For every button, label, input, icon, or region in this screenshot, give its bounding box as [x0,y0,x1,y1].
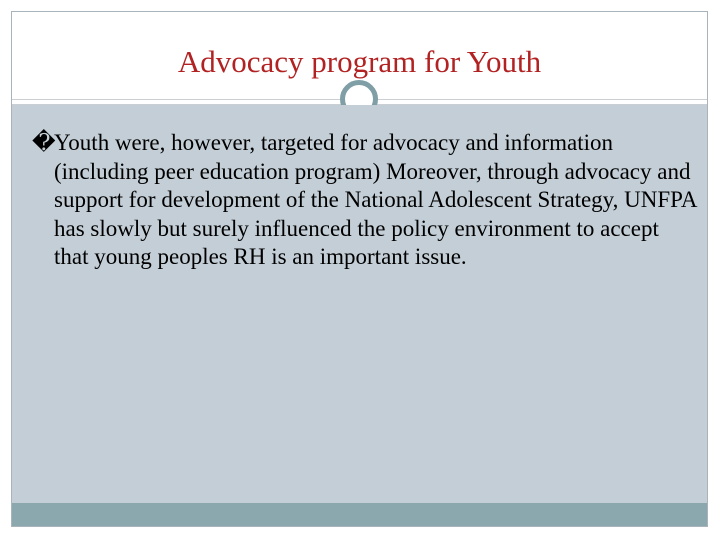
bullet-text: Youth were, however, targeted for advocacy and information (including peer education program) Moreover, through advocacy and support for development of the National Adolescent Strategy, UNFPA has slowly but surely influenced the policy environment to accept that young peoples RH is an important issue. [54,130,697,269]
content-area [12,105,707,503]
bullet-item [32,129,697,272]
footer-accent-bar [12,503,707,526]
slide-title: Advocacy program for Youth [177,44,542,79]
bullet-icon: � [32,130,56,155]
bullet-list [32,129,697,272]
